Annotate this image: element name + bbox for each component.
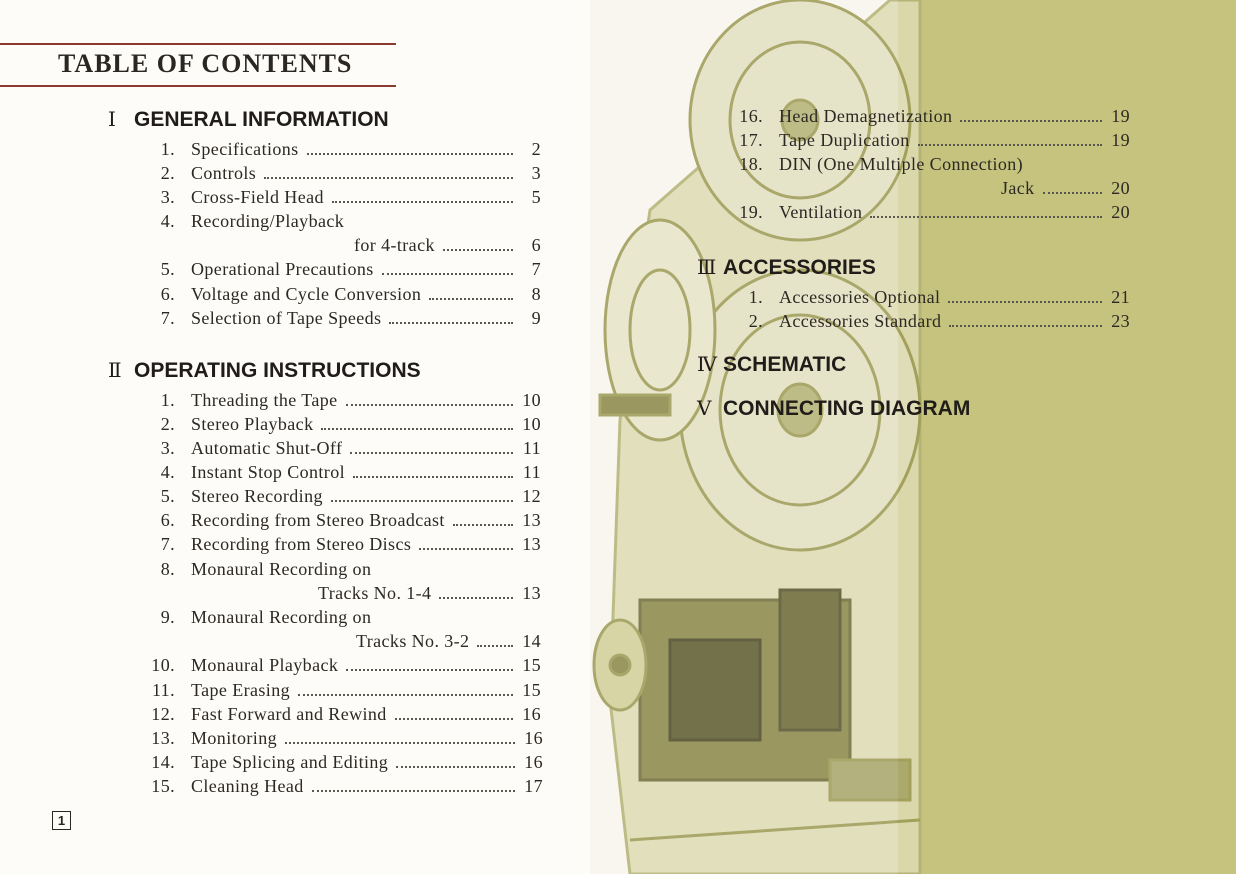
- entry-label: Monitoring: [191, 728, 278, 748]
- section-heading-schematic[interactable]: [697, 352, 846, 377]
- entry-label: Tape Erasing: [191, 680, 291, 700]
- entry-label: Threading the Tape: [191, 390, 338, 410]
- toc-entry[interactable]: [145, 680, 541, 701]
- entry-number: 6.: [160, 284, 175, 304]
- toc-entry[interactable]: [145, 308, 541, 329]
- entry-label: Monaural Recording on: [191, 607, 372, 627]
- title-rule-bottom: [0, 85, 396, 87]
- section-title: ACCESSORIES: [723, 256, 876, 279]
- leader-dots: [395, 718, 513, 720]
- toc-entry[interactable]: [733, 106, 1130, 127]
- entry-number: 5.: [160, 259, 175, 279]
- entry-number: 15.: [151, 776, 175, 796]
- toc-title: TABLE OF CONTENTS: [58, 49, 353, 78]
- leader-dots: [331, 500, 513, 502]
- entry-page: 15: [522, 680, 541, 700]
- entry-page: 14: [522, 631, 541, 651]
- entry-label-continued: Tracks No. 3-2: [356, 631, 470, 651]
- entry-number: 2.: [160, 163, 175, 183]
- entry-number: 10.: [151, 655, 175, 675]
- title-rule-top: [0, 43, 396, 45]
- entry-page: 6: [531, 235, 541, 255]
- entry-page: 13: [522, 583, 541, 603]
- entry-label: Recording from Stereo Discs: [191, 534, 412, 554]
- entry-page: 3: [531, 163, 541, 183]
- entry-label: Controls: [191, 163, 257, 183]
- entry-label: Instant Stop Control: [191, 462, 346, 482]
- entry-number: 18.: [739, 154, 763, 174]
- entry-label: Automatic Shut-Off: [191, 438, 343, 458]
- entry-page: 19: [1111, 130, 1130, 150]
- section-title: GENERAL INFORMATION: [134, 108, 389, 131]
- leader-dots: [439, 597, 513, 599]
- section-heading-operating: [108, 358, 421, 383]
- entry-page: 5: [531, 187, 541, 207]
- entry-page: 20: [1111, 178, 1130, 198]
- toc-entry-continuation[interactable]: [1001, 178, 1130, 199]
- entry-page: 19: [1111, 106, 1130, 126]
- entry-number: 17.: [739, 130, 763, 150]
- toc-entry[interactable]: [145, 284, 541, 305]
- entry-label: Head Demagnetization: [779, 106, 953, 126]
- entry-number: 3.: [160, 438, 175, 458]
- toc-entry[interactable]: [733, 311, 1130, 332]
- entry-label: Recording from Stereo Broadcast: [191, 510, 445, 530]
- toc-entry-continuation[interactable]: [356, 631, 541, 652]
- toc-entry-continuation[interactable]: [318, 583, 541, 604]
- entry-page: 10: [522, 414, 541, 434]
- leader-dots: [389, 322, 513, 324]
- toc-entry[interactable]: [145, 559, 541, 580]
- entry-number: 1.: [160, 390, 175, 410]
- leader-dots: [264, 177, 513, 179]
- toc-entry[interactable]: [145, 414, 541, 435]
- toc-entry[interactable]: [145, 211, 541, 232]
- entry-page: 20: [1111, 202, 1130, 222]
- entry-number: 4.: [160, 462, 175, 482]
- toc-entry[interactable]: [145, 607, 541, 628]
- entry-number: 2.: [748, 311, 763, 331]
- section-title: SCHEMATIC: [723, 353, 847, 376]
- toc-entry[interactable]: [145, 776, 543, 797]
- section-title: CONNECTING DIAGRAM: [723, 397, 971, 420]
- section-numeral: Ⅱ: [108, 360, 122, 382]
- toc-entry[interactable]: [145, 438, 541, 459]
- entry-label: Selection of Tape Speeds: [191, 308, 382, 328]
- toc-entry[interactable]: [733, 287, 1130, 308]
- entry-number: 16.: [739, 106, 763, 126]
- entry-label: Specifications: [191, 139, 299, 159]
- entry-number: 8.: [160, 559, 175, 579]
- toc-entry[interactable]: [733, 154, 1130, 175]
- entry-number: 1.: [748, 287, 763, 307]
- entry-number: 12.: [151, 704, 175, 724]
- entry-label: Recording/Playback: [191, 211, 345, 231]
- entry-label: Cleaning Head: [191, 776, 304, 796]
- section-numeral: Ⅳ: [697, 354, 717, 376]
- entry-page: 16: [524, 752, 543, 772]
- toc-entry[interactable]: [145, 462, 541, 483]
- leader-dots: [948, 301, 1102, 303]
- leader-dots: [429, 298, 513, 300]
- entry-number: 4.: [160, 211, 175, 231]
- entry-number: 7.: [160, 308, 175, 328]
- entry-number: 2.: [160, 414, 175, 434]
- entry-label: Voltage and Cycle Conversion: [191, 284, 422, 304]
- toc-entry[interactable]: [145, 390, 541, 411]
- entry-number: 3.: [160, 187, 175, 207]
- leader-dots: [419, 548, 513, 550]
- toc-entry[interactable]: [145, 486, 541, 507]
- leader-dots: [396, 766, 515, 768]
- leader-dots: [332, 201, 513, 203]
- entry-page: 13: [522, 534, 541, 554]
- toc-entry[interactable]: [145, 259, 541, 280]
- entry-page: 9: [531, 308, 541, 328]
- entry-label-continued: Tracks No. 1-4: [318, 583, 432, 603]
- entry-label: DIN (One Multiple Connection): [779, 154, 1024, 174]
- leader-dots: [477, 645, 513, 647]
- entry-page: 23: [1111, 311, 1130, 331]
- section-heading-general: [108, 107, 389, 132]
- leader-dots: [353, 476, 513, 478]
- entry-label: Ventilation: [779, 202, 863, 222]
- leader-dots: [918, 144, 1102, 146]
- entry-number: 19.: [739, 202, 763, 222]
- entry-page: 11: [522, 462, 541, 482]
- entry-label: Monaural Recording on: [191, 559, 372, 579]
- page-number: 1: [52, 811, 71, 830]
- toc-entry[interactable]: [145, 728, 543, 749]
- toc-entry[interactable]: [733, 130, 1130, 151]
- entry-number: 5.: [160, 486, 175, 506]
- toc-entry[interactable]: [145, 187, 541, 208]
- entry-number: 9.: [160, 607, 175, 627]
- entry-page: 12: [522, 486, 541, 506]
- leader-dots: [870, 216, 1102, 218]
- toc-entry[interactable]: [733, 202, 1130, 223]
- entry-number: 1.: [160, 139, 175, 159]
- leader-dots: [1043, 192, 1102, 194]
- toc-entry[interactable]: [145, 534, 541, 555]
- entry-page: 16: [522, 704, 541, 724]
- entry-label: Operational Precautions: [191, 259, 374, 279]
- entry-label: Stereo Playback: [191, 414, 314, 434]
- entry-label: Tape Splicing and Editing: [191, 752, 389, 772]
- entry-label: Stereo Recording: [191, 486, 323, 506]
- leader-dots: [346, 669, 513, 671]
- section-heading-connecting[interactable]: [697, 396, 970, 421]
- entry-label: Accessories Optional: [779, 287, 941, 307]
- section-title: OPERATING INSTRUCTIONS: [134, 359, 421, 382]
- leader-dots: [443, 249, 513, 251]
- section-numeral: Ⅲ: [697, 257, 717, 279]
- entry-number: 14.: [151, 752, 175, 772]
- leader-dots: [321, 428, 513, 430]
- section-numeral: Ⅰ: [108, 109, 116, 131]
- toc-entry[interactable]: [145, 752, 543, 773]
- leader-dots: [307, 153, 513, 155]
- toc-entry[interactable]: [145, 704, 541, 725]
- entry-label: Cross-Field Head: [191, 187, 324, 207]
- toc-entry[interactable]: [145, 655, 541, 676]
- leader-dots: [285, 742, 515, 744]
- entry-page: 11: [522, 438, 541, 458]
- toc-entry[interactable]: [145, 510, 541, 531]
- entry-label: Monaural Playback: [191, 655, 339, 675]
- leader-dots: [298, 694, 513, 696]
- entry-page: 7: [531, 259, 541, 279]
- entry-label-continued: for 4-track: [354, 235, 435, 255]
- entry-page: 13: [522, 510, 541, 530]
- toc-entry[interactable]: [145, 163, 541, 184]
- entry-label: Fast Forward and Rewind: [191, 704, 387, 724]
- leader-dots: [312, 790, 515, 792]
- leader-dots: [350, 452, 513, 454]
- entry-page: 21: [1111, 287, 1130, 307]
- entry-page: 2: [531, 139, 541, 159]
- entry-page: 16: [524, 728, 543, 748]
- entry-page: 17: [524, 776, 543, 796]
- entry-label: Tape Duplication: [779, 130, 910, 150]
- leader-dots: [949, 325, 1102, 327]
- section-heading-accessories: [697, 255, 876, 280]
- leader-dots: [382, 273, 513, 275]
- section-numeral: Ⅴ: [697, 398, 712, 420]
- entry-number: 6.: [160, 510, 175, 530]
- entry-number: 11.: [151, 680, 175, 700]
- entry-page: 10: [522, 390, 541, 410]
- entry-number: 7.: [160, 534, 175, 554]
- entry-label: Accessories Standard: [779, 311, 942, 331]
- leader-dots: [960, 120, 1102, 122]
- toc-entry-continuation[interactable]: [354, 235, 541, 256]
- entry-page: 15: [522, 655, 541, 675]
- leader-dots: [453, 524, 513, 526]
- leader-dots: [346, 404, 513, 406]
- entry-label-continued: Jack: [1001, 178, 1035, 198]
- toc-entry[interactable]: [145, 139, 541, 160]
- entry-number: 13.: [151, 728, 175, 748]
- entry-page: 8: [531, 284, 541, 304]
